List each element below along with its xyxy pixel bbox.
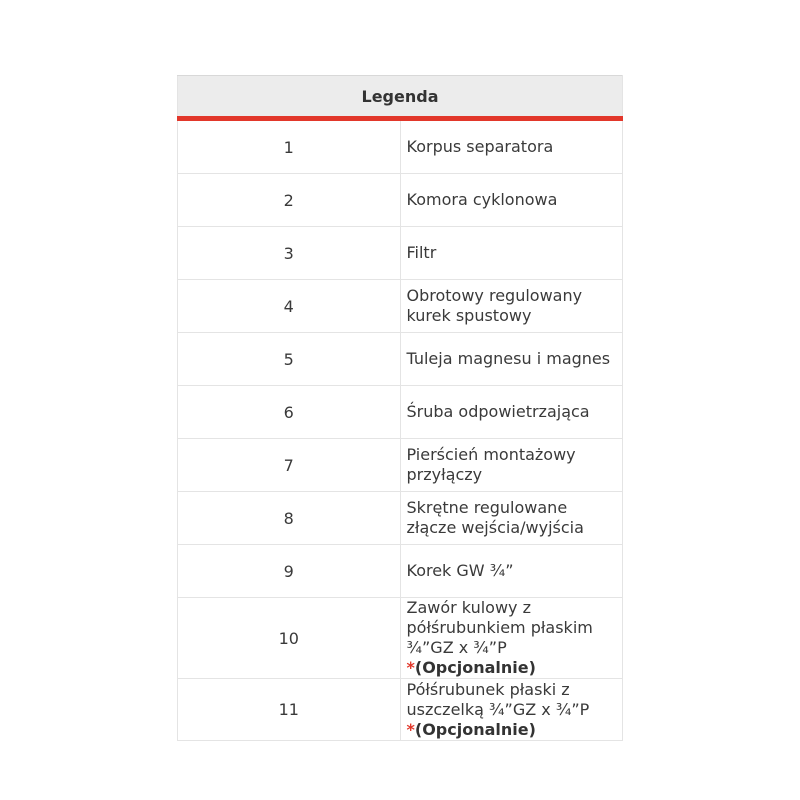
item-number: 2 (178, 174, 401, 227)
legend-header-row (178, 76, 623, 119)
optional-asterisk: * (406, 658, 415, 677)
item-number: 4 (178, 280, 401, 333)
legend-row-9 (178, 545, 623, 598)
legend-row-10 (178, 598, 623, 679)
legend-row-6 (178, 386, 623, 439)
item-number: 7 (178, 439, 401, 492)
item-description: Śruba odpowietrzająca (400, 386, 623, 439)
legend-row-4 (178, 280, 623, 333)
legend-row-7 (178, 439, 623, 492)
optional-note (407, 658, 619, 678)
item-description: Tuleja magnesu i magnes (400, 333, 623, 386)
item-number: 8 (178, 492, 401, 545)
item-description (400, 679, 623, 741)
item-description-text: Półśrubunek płaski z uszczelką ¾”GZ x ¾”P (406, 679, 590, 719)
item-description: Korpus separatora (400, 119, 623, 174)
item-description: Filtr (400, 227, 623, 280)
item-description: Komora cyklonowa (400, 174, 623, 227)
item-number: 1 (178, 119, 401, 174)
item-description: Obrotowy regulowany kurek spustowy (400, 280, 623, 333)
legend-title: Legenda (178, 76, 623, 119)
item-description: Pierścień montażowy przyłączy (400, 439, 623, 492)
item-number: 6 (178, 386, 401, 439)
optional-asterisk: * (406, 719, 415, 739)
legend-row-1 (178, 119, 623, 174)
item-number: 3 (178, 227, 401, 280)
legend-table (177, 75, 623, 741)
item-number: 9 (178, 545, 401, 598)
optional-label: (Opcjonalnie) (414, 719, 536, 739)
optional-label: (Opcjonalnie) (414, 658, 536, 677)
item-description (400, 598, 623, 679)
legend-row-11 (178, 679, 623, 741)
item-number: 11 (178, 679, 401, 741)
item-description: Korek GW ¾” (400, 545, 623, 598)
item-number: 10 (178, 598, 401, 679)
legend-row-2 (178, 174, 623, 227)
optional-note (407, 720, 619, 740)
item-description: Skrętne regulowane złącze wejścia/wyjścia (400, 492, 623, 545)
legend-row-3 (178, 227, 623, 280)
item-description-text: Zawór kulowy z półśrubunkiem płaskim ¾”GZ x ¾”P (406, 598, 593, 657)
legend-row-8 (178, 492, 623, 545)
item-number: 5 (178, 333, 401, 386)
legend-row-5 (178, 333, 623, 386)
